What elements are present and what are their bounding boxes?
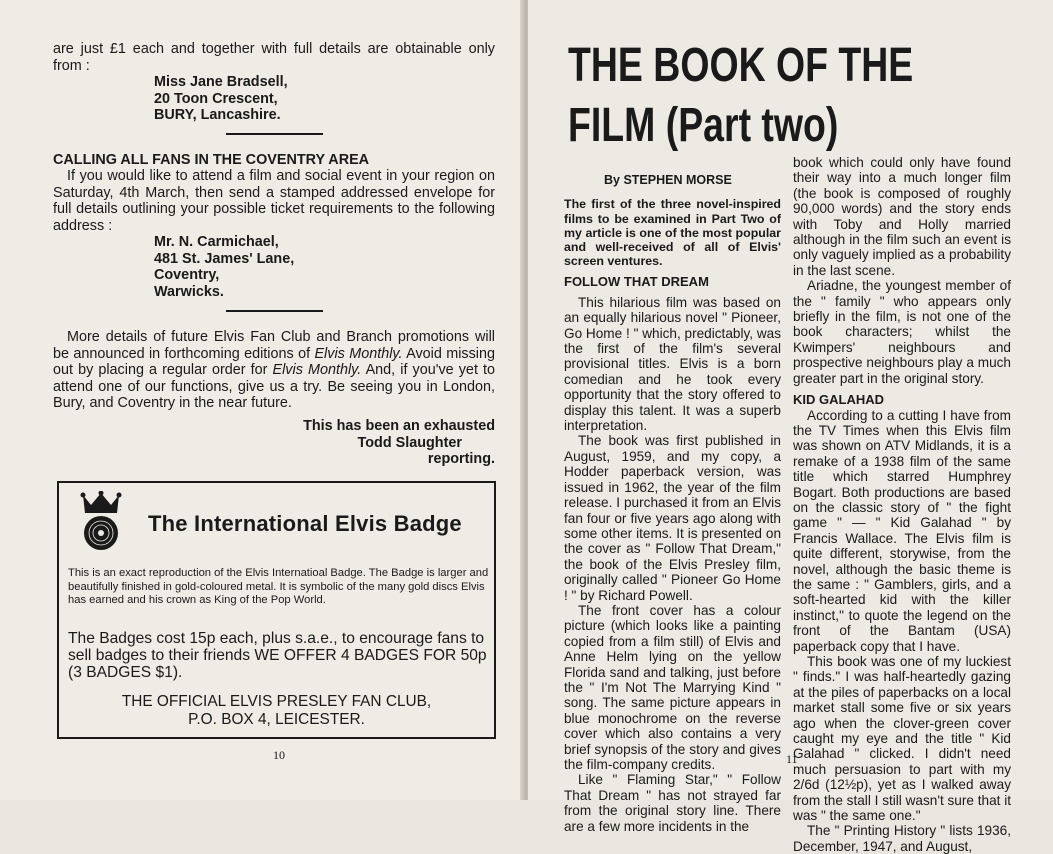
club-line: P.O. BOX 4, LEICESTER. (188, 711, 365, 728)
article-paragraph: This book was one of my luckiest " finds." I was half-heartedly gazing at the piles of paperbacks on a local market stall some five or six years ago when the clover-green cover caught my eye and the title " Kid Galahad " clicked. I didn't need much persuasion to part with my 2/6d (12½p), yet as I walked away from the stall I still wasn't sure that it was " the same one." (793, 654, 1011, 824)
club-line: THE OFFICIAL ELVIS PRESLEY FAN CLUB, (121, 693, 432, 710)
address-line: BURY, Lancashire. (154, 107, 281, 124)
left-page (0, 0, 524, 800)
address-line: 481 St. James' Lane, (154, 250, 295, 267)
section-heading: FOLLOW THAT DREAM (564, 274, 709, 290)
magazine-title: Elvis Monthly. (314, 345, 403, 362)
article-title: THE BOOK OF THE FILM (Part two) (568, 39, 914, 152)
badge-description: This is an exact reproduction of the Elvis Internatioal Badge. The Badge is larger and beautifully finished in gold-coloured metal. It is symbolic of the many gold discs Elvis has earned and his crown as King of the Pop World. (68, 567, 489, 607)
signoff-line: Todd Slaughter (357, 434, 462, 451)
right-page (528, 0, 1053, 854)
promo-text (53, 329, 495, 412)
byline: By STEPHEN MORSE (604, 173, 732, 187)
address-carmichael (154, 234, 414, 300)
address-line: Coventry, (154, 267, 220, 284)
fan-club-address (59, 693, 494, 729)
promo-text-part: More details of future Elvis Fan Club and Branch promotions will be announced in forthcoming editions of (53, 329, 495, 362)
address-line: 20 Toon Crescent, (154, 90, 278, 107)
article-paragraph: Like " Flaming Star," " Follow That Dream " has not strayed far from the original story line. There are a few more incidents in the (564, 772, 781, 834)
signoff-line: reporting. (427, 451, 495, 468)
article-column-2 (793, 155, 1011, 854)
divider (226, 310, 323, 312)
badge-title: The International Elvis Badge (148, 511, 462, 536)
promo-text-part: Avoid missing out by placing a regular order for (53, 345, 495, 379)
divider (226, 133, 323, 135)
article-paragraph: The front cover has a colour picture (which looks like a painting copied from a film still) of Elvis and Anne Helm lying on the yellow Florida sand and talking, just before the " I'm Not The Marrying Kind " song. The same picture appears in blue monochrome on the reverse cover which also contains a very brief synopsis of the story and gives the film-company credits. (564, 602, 781, 773)
lead-paragraph: The first of the three novel-inspired films to be examined in Part Two of my article is one of the most popular and well-received of all of Elvis' screen ventures. (564, 197, 781, 269)
address-line: Mr. N. Carmichael, (154, 234, 279, 250)
signoff-line: This has been an exhausted (303, 418, 495, 434)
badge-advert (57, 481, 496, 739)
article-paragraph: book which could only have found their way into a much longer film (the book is composed of roughly 90,000 words) and the story ends with Toby and Holly married although in the film such an event is only vaguely implied as a probability in the last scene. (793, 155, 1011, 278)
page-number: 11 (786, 752, 798, 766)
badge-offer: The Badges cost 15p each, plus s.a.e., to encourage fans to sell badges to their friends WE OFFER 4 BADGES FOR 50p (3 BADGES $1). (68, 630, 487, 681)
article-paragraph: According to a cutting I have from the TV Times when this Elvis film was shown on ATV Midlands, it is a remake of a 1938 film of the same title which starred Humphrey Bogart. Both productions are based on the classic story of " the fight game " — " Kid Galahad " by Francis Wallace. The Elvis film is quite different, storywise, from the novel, although the basic theme is the same : " Gamblers, girls, and a soft-hearted kid with the killer instinct," to quote the legend on the front of the Bantam (USA) paperback copy that I have. (793, 407, 1011, 654)
coventry-text: If you would like to attend a film and social event in your region on Saturday, 4th March, then send a stamped addressed envelope for full details outlining your possible ticket requirements to the following address : (53, 168, 495, 234)
article-paragraph: The book was first published in August, 1959, and my copy, a Hodder paperback version, was issued in 1962, the year of the film release. I purchased it from an Elvis fan four or five years ago along with some other items. It is presented on the cover as " Follow That Dream," the book of the Elvis Presley film, originally called " Pioneer Go Home ! " by Richard Powell. (564, 433, 781, 603)
page-number: 10 (273, 748, 285, 762)
intro-text: are just £1 each and together with full details are obtainable only from : (53, 41, 495, 74)
article-column-1 (564, 173, 781, 834)
section-heading: KID GALAHAD (793, 392, 884, 408)
article-paragraph: The " Printing History " lists 1936, December, 1947, and August, (793, 823, 1011, 854)
article-paragraph: This hilarious film was based on an equally hilarious novel " Pioneer, Go Home ! " which, predictably, was the first of the film's several provisional titles. Elvis is a born comedian and he took every opportunity that the story offered to display this talent. It was a superb interpretation. (564, 294, 781, 434)
promo-text-part: And, if you've yet to attend one of our functions, give us a try. Be seeing you in London, Bury, and Coventry in the near future. (53, 362, 496, 412)
address-line: Warwicks. (154, 283, 224, 300)
signoff (200, 418, 495, 468)
magazine-title: Elvis Monthly. (272, 362, 362, 379)
coventry-heading: CALLING ALL FANS IN THE COVENTRY AREA (53, 152, 370, 168)
address-bradsell (154, 74, 414, 124)
article-paragraph: Ariadne, the youngest member of the " family " who appears only briefly in the film, is not one of the book characters; whilst the Kwimpers' neighbours and prospective neighbours play a much greater part in the original story. (793, 278, 1011, 386)
address-line: Miss Jane Bradsell, (154, 74, 288, 90)
crown-record-icon (79, 491, 123, 551)
